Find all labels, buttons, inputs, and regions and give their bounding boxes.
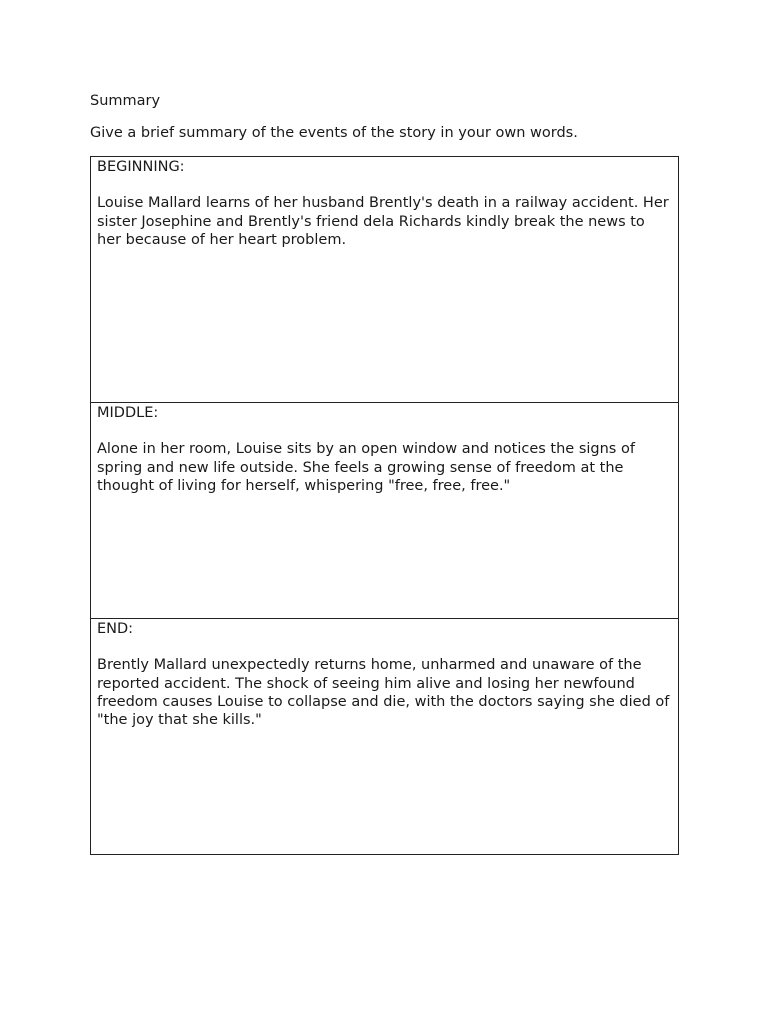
end-label: END: [97,621,134,637]
middle-row [91,403,679,619]
page-title: Summary [90,93,161,109]
summary-table [90,156,679,855]
middle-cell[interactable] [91,403,679,619]
end-text: Brently Mallard unexpectedly returns home, unharmed and unaware of the reported accident. The shock of seeing him alive and losing her newfound freedom causes Louise to collapse and die, with the doctors saying she died of "the joy that she kills." [97,657,670,729]
beginning-text: Louise Mallard learns of her husband Brently's death in a railway accident. Her sister Josephine and Brently's friend dela Richards kindly break the news to her because of her heart problem. [97,195,669,248]
beginning-label: BEGINNING: [97,159,185,175]
end-row [91,619,679,855]
end-cell[interactable] [91,619,679,855]
beginning-cell[interactable] [91,157,679,403]
middle-text: Alone in her room, Louise sits by an open window and notices the signs of spring and new life outside. She feels a growing sense of freedom at the thought of living for herself, whispering "free, free, free." [97,441,635,494]
instructions-text: Give a brief summary of the events of the story in your own words. [90,125,578,141]
middle-label: MIDDLE: [97,405,159,421]
beginning-row [91,157,679,403]
